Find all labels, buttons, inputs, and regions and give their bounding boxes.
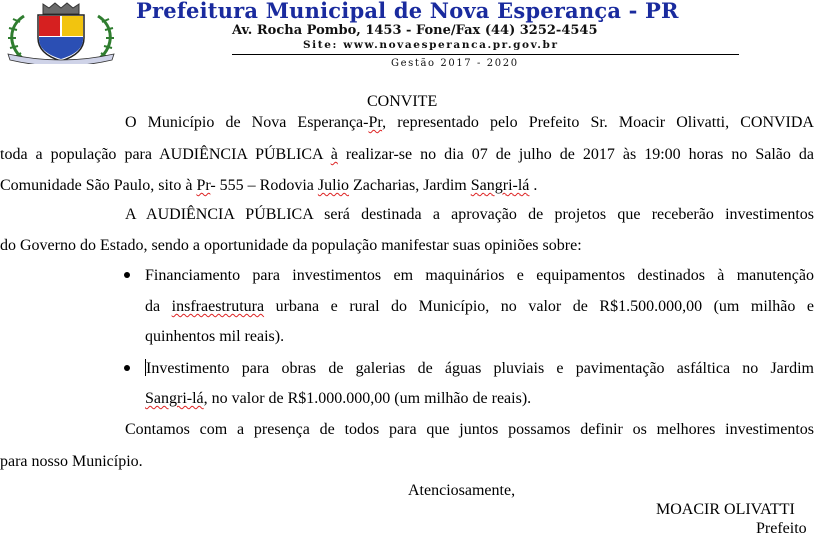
header-divider	[232, 54, 739, 55]
bullet1-line-2: da insfraestrutura urbana e rural do Município, no valor de R$1.500.000,00 (um milhão e	[145, 298, 814, 315]
bullet1-line-3: quinhentos mil reais).	[145, 328, 285, 345]
bullet2-line-2: Sangri-lá, no valor de R$1.000.000,00 (um milhão de reais).	[145, 390, 532, 407]
p1-line-3: Comunidade São Paulo, sito à Pr- 555 – Rodovia Julio Zacharias, Jardim Sangri-lá .	[0, 177, 538, 194]
p2-line-2: do Governo do Estado, sendo a oportunidade da população manifestar suas opiniões sobre:	[0, 237, 582, 254]
letter-heading: CONVITE	[367, 93, 438, 110]
p2-line-1: A AUDIÊNCIA PÚBLICA será destinada a aprovação de projetos que receberão investimentos	[125, 206, 814, 223]
p1-line-2: toda a população para AUDIÊNCIA PÚBLICA à realizar-se no dia 07 de julho de 2017 às 19:00 horas no Salão da	[0, 146, 815, 163]
spellcheck-flagged-word[interactable]: Pr	[368, 114, 383, 131]
p3-line-2: para nosso Município.	[0, 453, 143, 470]
spellcheck-flagged-word[interactable]: Julio	[317, 177, 350, 194]
header-title: Prefeitura Municipal de Nova Esperança - PR	[136, 0, 679, 23]
crest-lower-blue	[39, 37, 83, 59]
signer-name: MOACIR OLIVATTI	[656, 501, 795, 518]
crest-quarter-red	[39, 16, 60, 36]
header-address: Av. Rocha Pombo, 1453 - Fone/Fax (44) 3252-4545	[232, 23, 598, 38]
spellcheck-flagged-word[interactable]: Sangri-lá	[145, 390, 204, 407]
municipal-crest	[2, 2, 120, 64]
closing: Atenciosamente,	[408, 482, 516, 499]
spellcheck-flagged-word[interactable]: Sangri-lá	[470, 177, 530, 194]
spellcheck-flagged-word[interactable]: insfraestrutura	[171, 298, 265, 315]
header-gestao: Gestão 2017 - 2020	[391, 58, 519, 69]
crest-right-branch	[98, 16, 114, 58]
spellcheck-flagged-word[interactable]: à	[330, 146, 338, 163]
bullet1-line-1: Financiamento para investimentos em maquinários e equipamentos destinados à manutenção	[145, 267, 814, 284]
p1-line-1: O Município de Nova Esperança-Pr, representado pelo Prefeito Sr. Moacir Olivatti, CONVIDA	[125, 114, 814, 131]
bullet-dot-2	[124, 365, 130, 371]
crest-left-branch	[8, 16, 24, 58]
header-site: Site: www.novaesperanca.pr.gov.br	[303, 39, 559, 51]
bullet2-line-1: Investimento para obras de galerias de águas pluviais e pavimentação asfáltica no Jardim	[146, 360, 814, 377]
bullet-dot-1	[124, 272, 130, 278]
crest-quarter-yellow	[62, 16, 83, 36]
spellcheck-flagged-word[interactable]: Pr	[196, 177, 211, 194]
crest-crown	[43, 3, 79, 14]
signer-title: Prefeito	[756, 520, 807, 537]
p3-line-1: Contamos com a presença de todos para que juntos possamos definir os melhores investimentos	[125, 421, 814, 438]
